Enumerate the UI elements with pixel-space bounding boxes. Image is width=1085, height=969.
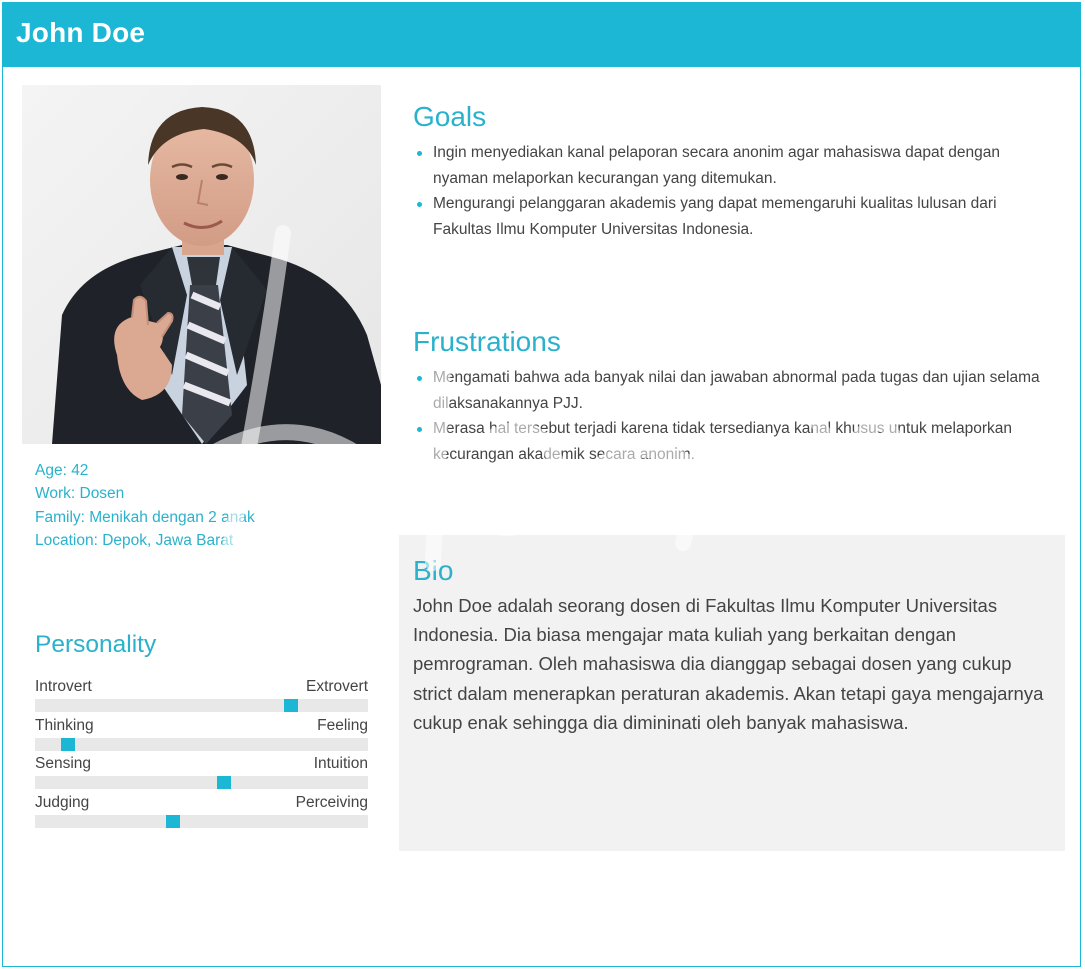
list-item: Ingin menyediakan kanal pelaporan secara anonim agar mahasiswa dapat dengan nyaman melaporkan kecurangan yang ditemukan. [415, 140, 1055, 191]
trait-introvert-extrovert [35, 678, 368, 716]
bio-text: John Doe adalah seorang dosen di Fakultas Ilmu Komputer Universitas Indonesia. Dia biasa mengajar mata kuliah yang berkaitan dengan pemrograman. Oleh mahasiswa dia dianggap sebagai dosen yang cukup strict dalam menerapkan peraturan akademis. Akan tetapi gaya mengajarnya cukup enak sehingga dia dimininati oleh banyak mahasiswa. [413, 595, 1044, 733]
list-item: Mengurangi pelanggaran akademis yang dapat memengaruhi kualitas lulusan dari Fakultas Ilmu Komputer Universitas Indonesia. [415, 191, 1055, 242]
goals-title: Goals [413, 101, 487, 132]
list-item: Mengamati bahwa ada banyak nilai dan jawaban abnormal pada tugas dan ujian selama dilaksanakannya PJJ. [415, 365, 1055, 416]
trait-slider-knob [166, 815, 180, 828]
persona-photo [22, 85, 381, 444]
trait-left-label: Introvert [35, 678, 92, 695]
trait-left-label: Thinking [35, 717, 94, 734]
trait-slider-track [35, 815, 368, 828]
trait-left-label: Sensing [35, 755, 92, 772]
trait-judging-perceiving [35, 794, 368, 832]
frustrations-list [415, 365, 1055, 467]
persona-info [35, 459, 255, 552]
trait-right-label: Perceiving [295, 794, 368, 811]
bio-panel [399, 535, 1065, 851]
trait-thinking-feeling [35, 717, 368, 755]
frustrations-title: Frustrations [413, 326, 561, 357]
persona-location: Location: Depok, Jawa Barat [35, 531, 234, 549]
goals-list [415, 140, 1055, 242]
persona-card [2, 2, 1081, 967]
persona-header [3, 3, 1080, 67]
trait-slider-track [35, 776, 368, 789]
trait-slider-track [35, 699, 368, 712]
trait-sensing-intuition [35, 755, 368, 793]
trait-right-label: Extrovert [305, 678, 368, 695]
trait-right-label: Intuition [313, 755, 368, 772]
bio-title: Bio [413, 555, 454, 586]
persona-work: Work: Dosen [35, 485, 125, 503]
trait-slider-track [35, 738, 368, 751]
personality-title: Personality [35, 631, 157, 658]
trait-slider-knob [61, 738, 75, 751]
list-item: Merasa hal tersebut terjadi karena tidak tersedianya kanal khusus untuk melaporkan kecurangan akademik secara anonim. [415, 416, 1055, 467]
persona-age: Age: 42 [35, 462, 89, 479]
trait-slider-knob [284, 699, 298, 712]
portrait-image [22, 85, 381, 444]
persona-name: John Doe [16, 17, 146, 48]
trait-slider-knob [217, 776, 231, 789]
trait-right-label: Feeling [317, 717, 368, 734]
trait-left-label: Judging [35, 794, 90, 811]
persona-family: Family: Menikah dengan 2 anak [35, 508, 255, 526]
